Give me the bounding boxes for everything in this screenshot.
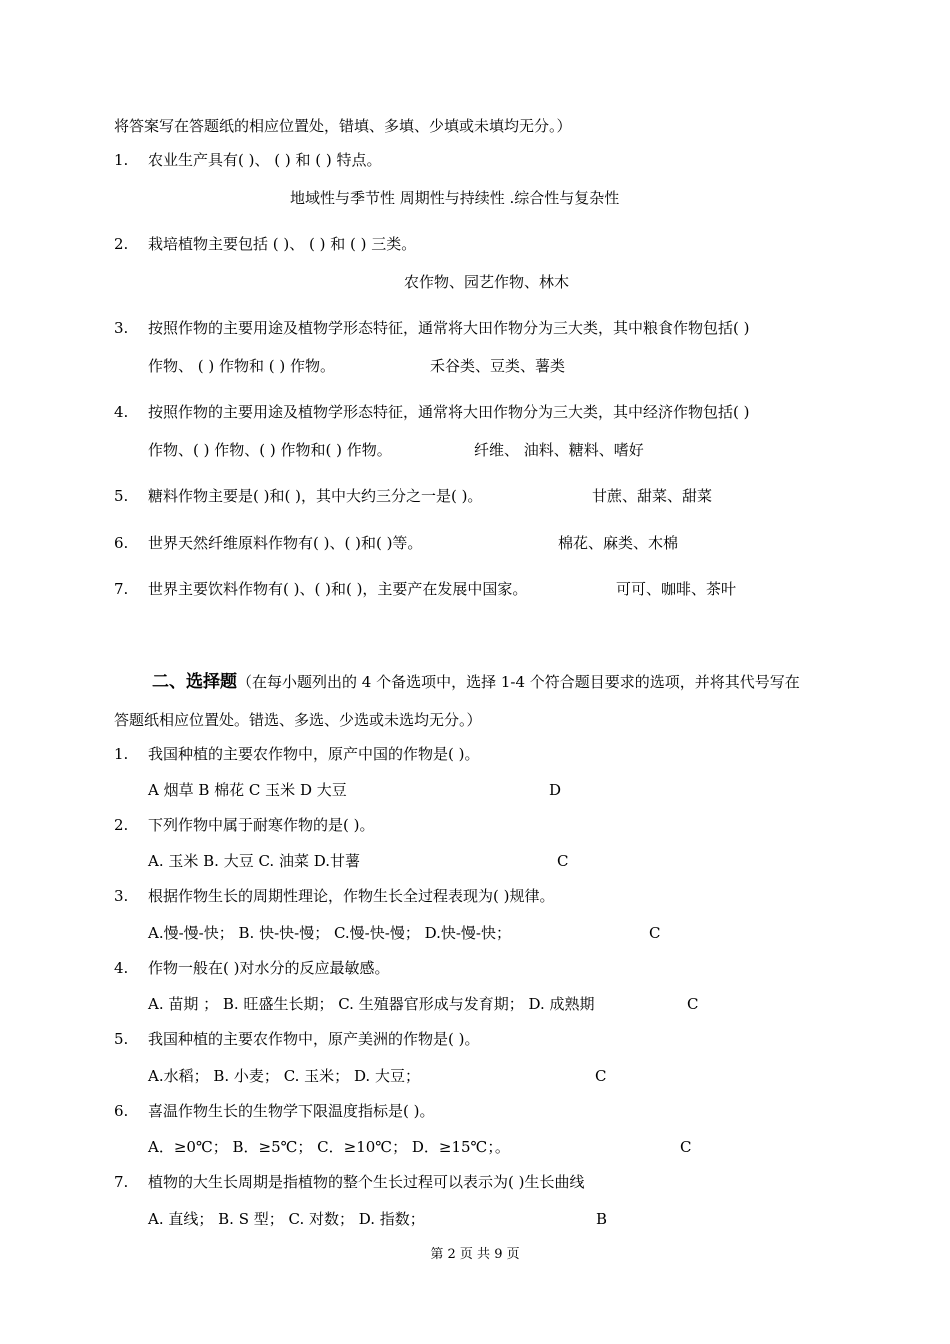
section-instruction: （在每小题列出的 4 个备选项中，选择 1-4 个符合题目要求的选项，并将其代号写在 [237, 673, 800, 691]
question-text: 植物的大生长周期是指植物的整个生长过程可以表示为( )生长曲线 [148, 1173, 585, 1191]
question-text: 世界天然纤维原料作物有( )、( )和( )等。 [148, 534, 423, 552]
question-number: 7. [114, 1173, 129, 1191]
answer-text: 地域性与季节性 周期性与持续性 .综合性与复杂性 [290, 189, 620, 207]
answer-letter: C [649, 924, 661, 942]
section-heading [152, 672, 800, 692]
answer-text: 农作物、园艺作物、林木 [404, 273, 570, 291]
question-number: 6. [114, 1102, 129, 1120]
answer-letter: C [687, 995, 699, 1013]
options-text: A．≥0℃； B．≥5℃； C．≥10℃； D．≥15℃；。 [148, 1138, 510, 1156]
question-text: 农业生产具有( )、 ( ) 和 ( ) 特点。 [148, 151, 382, 169]
question-number: 2. [114, 816, 129, 834]
question-text-continued: 作物、 ( ) 作物和 ( ) 作物。 [148, 357, 336, 375]
section-title: 二、选择题 [152, 672, 237, 692]
question-text: 糖料作物主要是( )和( )，其中大约三分之一是( )。 [148, 487, 483, 505]
answer-letter: D [549, 781, 562, 799]
options-text: A. 玉米 B. 大豆 C. 油菜 D.甘薯 [148, 852, 360, 870]
question-number: 4. [114, 403, 129, 421]
instruction-tail: 将答案写在答题纸的相应位置处，错填、多填、少填或未填均无分。） [114, 117, 572, 135]
question-number: 6. [114, 534, 129, 552]
answer-letter: C [595, 1067, 607, 1085]
question-number: 1. [114, 745, 129, 763]
question-number: 3. [114, 887, 129, 905]
answer-letter: C [680, 1138, 692, 1156]
options-text: A 烟草 B 棉花 C 玉米 D 大豆 [148, 781, 347, 799]
question-text: 世界主要饮料作物有( )、( )和( )，主要产在发展中国家。 [148, 580, 528, 598]
options-text: A.水稻； B. 小麦； C. 玉米； D. 大豆； [148, 1067, 420, 1085]
answer-text: 纤维、 油料、糖料、嗜好 [474, 441, 644, 459]
question-text-continued: 作物、( ) 作物、( ) 作物和( ) 作物。 [148, 441, 392, 459]
question-text: 下列作物中属于耐寒作物的是( )。 [148, 816, 375, 834]
section-instruction-continued: 答题纸相应位置处。错选、多选、少选或未选均无分。） [114, 711, 482, 729]
question-number: 7. [114, 580, 129, 598]
question-number: 2. [114, 235, 129, 253]
question-text: 栽培植物主要包括 ( )、 ( ) 和 ( ) 三类。 [148, 235, 417, 253]
answer-text: 可可、咖啡、茶叶 [616, 580, 737, 598]
question-number: 3. [114, 319, 129, 337]
question-number: 1. [114, 151, 129, 169]
options-text: A. 苗期 ； B. 旺盛生长期； C. 生殖器官形成与发育期； D. 成熟期 [148, 995, 595, 1013]
question-text: 喜温作物生长的生物学下限温度指标是( )。 [148, 1102, 435, 1120]
question-text: 按照作物的主要用途及植物学形态特征，通常将大田作物分为三大类，其中经济作物包括( ) [148, 403, 750, 421]
answer-text: 棉花、麻类、木棉 [558, 534, 679, 552]
question-number: 4. [114, 959, 129, 977]
question-text: 作物一般在( )对水分的反应最敏感。 [148, 959, 390, 977]
answer-letter: C [557, 852, 569, 870]
question-number: 5. [114, 1030, 129, 1048]
question-number: 5. [114, 487, 129, 505]
question-text: 根据作物生长的周期性理论，作物生长全过程表现为( )规律。 [148, 887, 555, 905]
options-text: A.慢-慢-快； B. 快-快-慢； C.慢-快-慢； D.快-慢-快； [148, 924, 511, 942]
answer-text: 甘蔗、甜菜、甜菜 [592, 487, 713, 505]
question-text: 我国种植的主要农作物中，原产美洲的作物是( )。 [148, 1030, 480, 1048]
question-text: 按照作物的主要用途及植物学形态特征，通常将大田作物分为三大类，其中粮食作物包括( ) [148, 319, 750, 337]
page-footer: 第 2 页 共 9 页 [430, 1247, 520, 1262]
answer-letter: B [596, 1210, 608, 1228]
question-text: 我国种植的主要农作物中，原产中国的作物是( )。 [148, 745, 480, 763]
answer-text: 禾谷类、豆类、薯类 [430, 357, 566, 375]
options-text: A. 直线； B. S 型； C. 对数； D. 指数； [148, 1210, 425, 1228]
